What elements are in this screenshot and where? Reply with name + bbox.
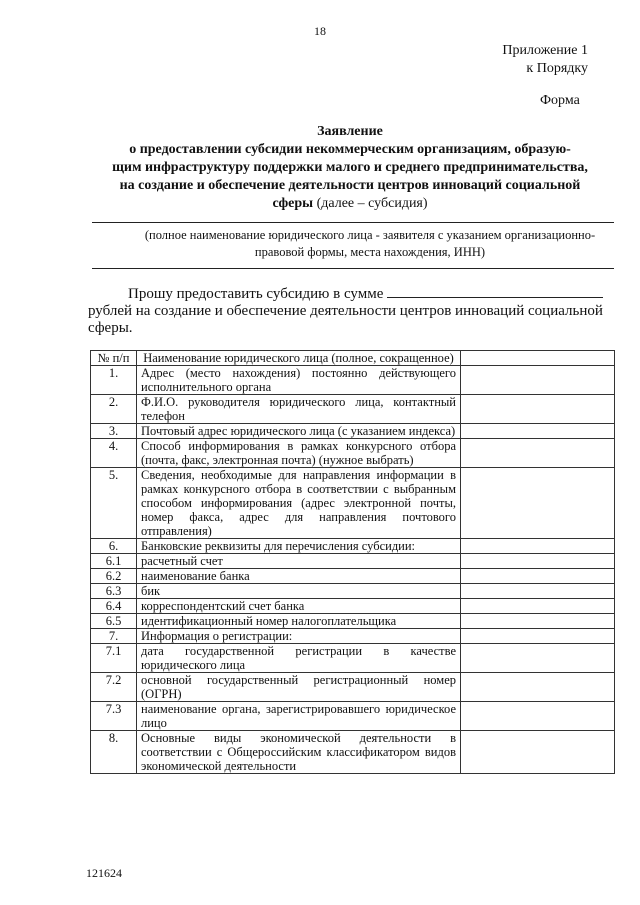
row-label: Информация о регистрации: bbox=[137, 629, 461, 644]
table-row bbox=[91, 629, 615, 644]
title-line-4-normal: (далее – субсидия) bbox=[313, 196, 428, 211]
applicant-name-line bbox=[92, 222, 614, 223]
table-row bbox=[91, 702, 615, 731]
row-label: Адрес (место нахождения) постоянно действующего исполнительного органа bbox=[137, 366, 461, 395]
row-number: 6.5 bbox=[91, 614, 137, 629]
table-row bbox=[91, 395, 615, 424]
caption-line-1: (полное наименование юридического лица - заявителя с указанием организационно- bbox=[144, 228, 596, 242]
table-row bbox=[91, 468, 615, 539]
row-label: бик bbox=[137, 584, 461, 599]
page-number: 18 bbox=[314, 24, 326, 38]
row-label: расчетный счет bbox=[137, 554, 461, 569]
row-value-cell[interactable] bbox=[461, 702, 615, 731]
row-number: 6.2 bbox=[91, 569, 137, 584]
table-header-value-cell bbox=[461, 351, 615, 366]
row-number: 8. bbox=[91, 731, 137, 774]
table-row bbox=[91, 424, 615, 439]
row-value-cell[interactable] bbox=[461, 673, 615, 702]
appendix-line-1: Приложение 1 bbox=[502, 43, 588, 58]
table-row bbox=[91, 731, 615, 774]
appendix-line-2: к Порядку bbox=[526, 61, 588, 76]
row-label: идентификационный номер налогоплательщика bbox=[137, 614, 461, 629]
row-value-cell[interactable] bbox=[461, 629, 615, 644]
row-value-cell[interactable] bbox=[461, 439, 615, 468]
applicant-caption bbox=[120, 227, 620, 261]
row-value-cell[interactable] bbox=[461, 599, 615, 614]
row-value-cell[interactable] bbox=[461, 644, 615, 673]
table-row bbox=[91, 584, 615, 599]
row-label: Основные виды экономической деятельности в соответствии с Общероссийским классификатором видов экономической деятельности bbox=[137, 731, 461, 774]
row-number: 5. bbox=[91, 468, 137, 539]
row-label: Ф.И.О. руководителя юридического лица, контактный телефон bbox=[137, 395, 461, 424]
request-paragraph bbox=[88, 284, 616, 337]
table-header-row bbox=[91, 351, 615, 366]
table-row bbox=[91, 539, 615, 554]
row-label: Сведения, необходимые для направления информации в рамках конкурсного отбора в соответствии с выбранным способом информирования (адрес электронной почты, номер факса, адрес для направления почтового отправления) bbox=[137, 468, 461, 539]
row-number: 6.3 bbox=[91, 584, 137, 599]
applicant-info-table bbox=[90, 350, 615, 774]
request-text-1: Прошу предоставить субсидию в сумме bbox=[128, 286, 384, 302]
row-number: 4. bbox=[91, 439, 137, 468]
row-value-cell[interactable] bbox=[461, 468, 615, 539]
row-number: 7.3 bbox=[91, 702, 137, 731]
table-row bbox=[91, 569, 615, 584]
row-value-cell[interactable] bbox=[461, 731, 615, 774]
row-value-cell[interactable] bbox=[461, 554, 615, 569]
row-label: наименование банка bbox=[137, 569, 461, 584]
row-label: Банковские реквизиты для перечисления субсидии: bbox=[137, 539, 461, 554]
row-value-cell[interactable] bbox=[461, 614, 615, 629]
title-line-4-bold: сферы bbox=[272, 196, 314, 211]
row-label: Почтовый адрес юридического лица (с указанием индекса) bbox=[137, 424, 461, 439]
row-number: 6. bbox=[91, 539, 137, 554]
row-number: 2. bbox=[91, 395, 137, 424]
request-text-2: рублей на создание и обеспечение деятельности центров инноваций социальной сферы. bbox=[88, 303, 603, 336]
table-row bbox=[91, 673, 615, 702]
appendix-reference bbox=[388, 42, 588, 78]
row-number: 6.1 bbox=[91, 554, 137, 569]
row-number: 7.2 bbox=[91, 673, 137, 702]
row-value-cell[interactable] bbox=[461, 584, 615, 599]
document-title bbox=[90, 123, 610, 213]
row-label: Способ информирования в рамках конкурсного отбора (почта, факс, электронная почта) (нужное выбрать) bbox=[137, 439, 461, 468]
title-heading: Заявление bbox=[317, 124, 383, 139]
table-row bbox=[91, 554, 615, 569]
row-value-cell[interactable] bbox=[461, 395, 615, 424]
table-row bbox=[91, 366, 615, 395]
row-number: 3. bbox=[91, 424, 137, 439]
row-label: наименование органа, зарегистрировавшего юридическое лицо bbox=[137, 702, 461, 731]
table-row bbox=[91, 599, 615, 614]
table-row bbox=[91, 439, 615, 468]
title-line-2: щим инфраструктуру поддержки малого и среднего предпринимательства, bbox=[112, 160, 588, 175]
row-number: 7. bbox=[91, 629, 137, 644]
table-header-num: № п/п bbox=[91, 351, 137, 366]
row-label: основной государственный регистрационный номер (ОГРН) bbox=[137, 673, 461, 702]
table-row bbox=[91, 614, 615, 629]
row-value-cell[interactable] bbox=[461, 366, 615, 395]
table-row bbox=[91, 644, 615, 673]
caption-line-2: правовой формы, места нахождения, ИНН) bbox=[254, 245, 486, 259]
applicant-details-line bbox=[92, 268, 614, 269]
document-code: 121624 bbox=[86, 866, 122, 880]
title-line-3: на создание и обеспечение деятельности центров инноваций социальной bbox=[119, 178, 581, 193]
row-label: дата государственной регистрации в качестве юридического лица bbox=[137, 644, 461, 673]
row-value-cell[interactable] bbox=[461, 424, 615, 439]
row-number: 1. bbox=[91, 366, 137, 395]
form-label: Форма bbox=[540, 93, 580, 108]
row-value-cell[interactable] bbox=[461, 569, 615, 584]
row-label: корреспондентский счет банка bbox=[137, 599, 461, 614]
row-number: 6.4 bbox=[91, 599, 137, 614]
title-line-1: о предоставлении субсидии некоммерческим организациям, образую- bbox=[129, 142, 571, 157]
row-number: 7.1 bbox=[91, 644, 137, 673]
table-header-name: Наименование юридического лица (полное, сокращенное) bbox=[137, 351, 461, 366]
amount-blank bbox=[387, 284, 603, 298]
row-value-cell[interactable] bbox=[461, 539, 615, 554]
